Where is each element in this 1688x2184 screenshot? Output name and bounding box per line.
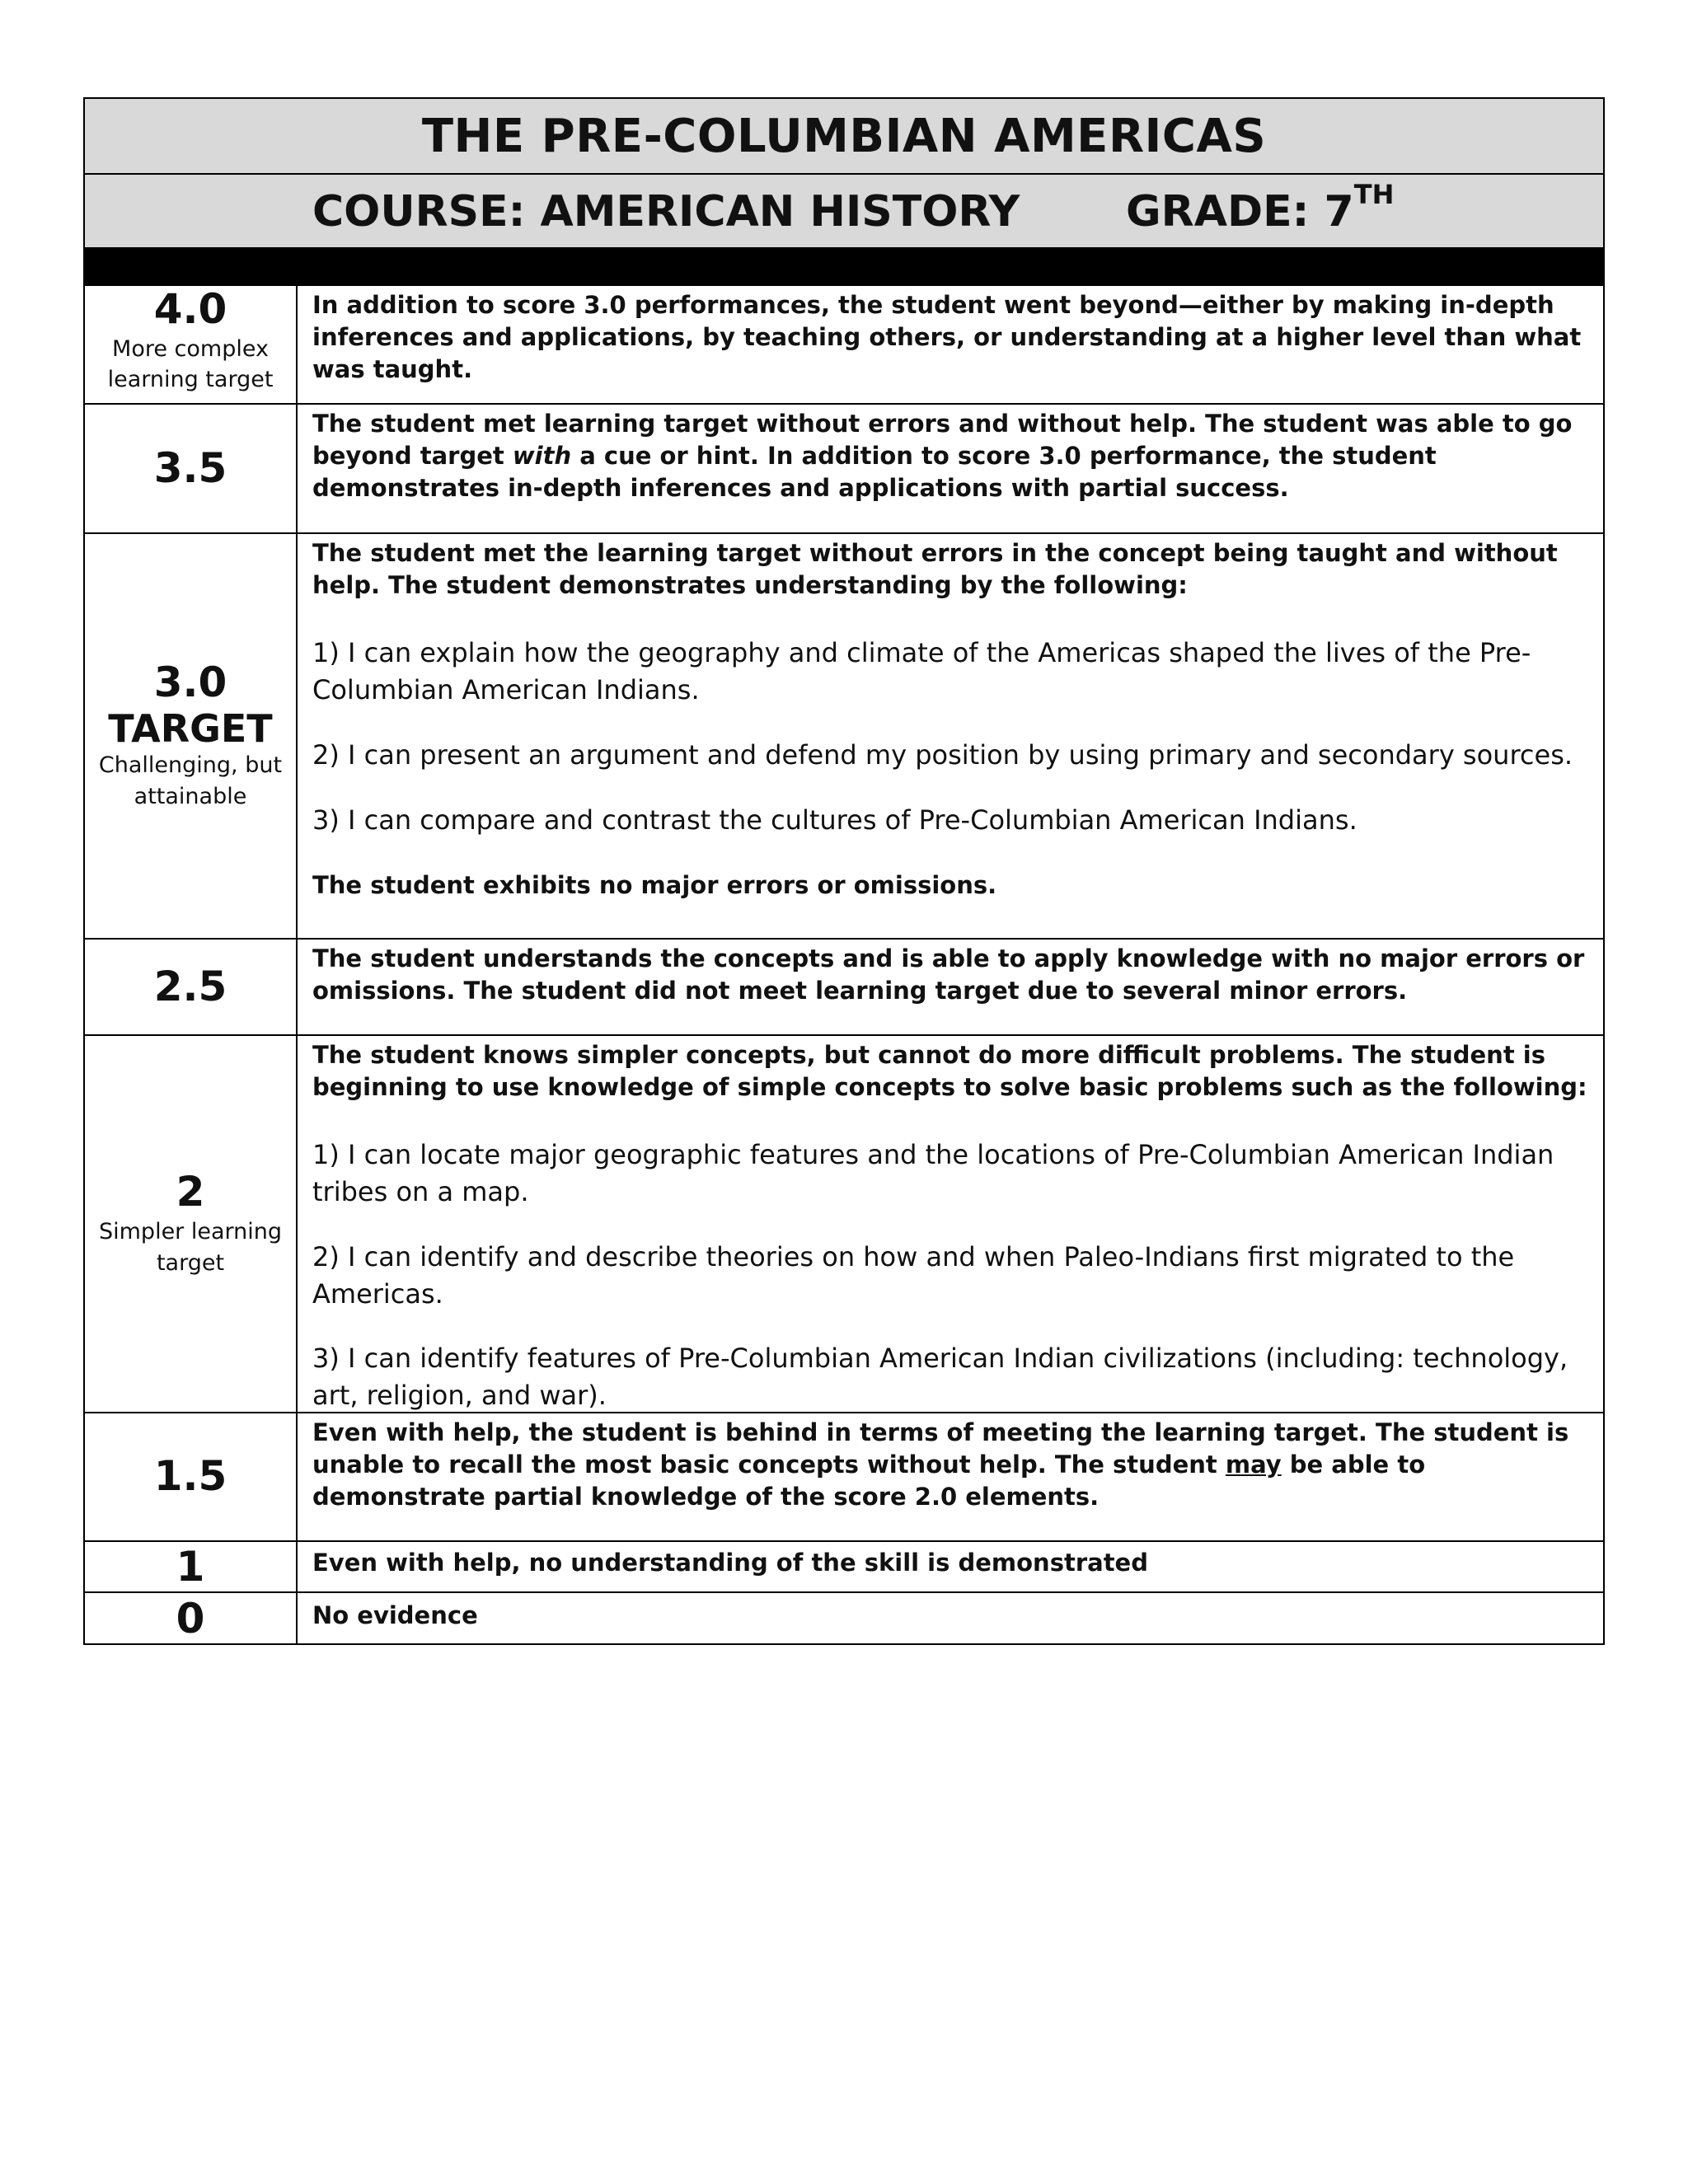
score-value: 1.5 xyxy=(153,1452,227,1501)
criteria-cell xyxy=(298,286,1603,403)
rubric-row-3-0-target xyxy=(85,532,1603,938)
criteria-text-part: Even with help, the student is behind in terms of meeting the learning target. The student is unable to recall the most basic concepts without help. The student xyxy=(312,1418,1569,1479)
grade-suffix: TH xyxy=(1353,179,1395,210)
criteria-outro: The student exhibits no major errors or omissions. xyxy=(312,871,997,900)
criteria-text: The student understands the concepts and is able to apply knowledge with no major errors or omissions. The student did not meet learning target due to several minor errors. xyxy=(312,944,1585,1005)
criteria-cell xyxy=(298,1413,1603,1540)
criteria-text: Even with help, no understanding of the skill is demonstrated xyxy=(312,1549,1148,1577)
rubric-row-2-5 xyxy=(85,938,1603,1034)
target-label: TARGET xyxy=(108,705,273,751)
criteria-text xyxy=(312,408,1588,504)
criteria-text: No evidence xyxy=(312,1601,478,1629)
learning-target-item: 1) I can explain how the geography and climate of the Americas shaped the lives of the Pre-Columbian American Indians. xyxy=(312,637,1531,706)
score-cell xyxy=(85,534,298,938)
score-description: More complex learning target xyxy=(107,335,274,393)
score-cell xyxy=(85,405,298,532)
header-divider-bar xyxy=(85,249,1603,286)
score-value: 0 xyxy=(176,1594,205,1643)
criteria-text-part: The student met learning target without errors and without help. The student was able to go beyond target xyxy=(312,410,1573,471)
learning-target-item: 2) I can present an argument and defend my position by using primary and secondary sources. xyxy=(312,738,1573,771)
criteria-intro: The student knows simpler concepts, but cannot do more difficult problems. The student is beginning to use knowledge of simple concepts to solve basic problems such as the following: xyxy=(312,1041,1587,1102)
criteria-cell xyxy=(298,1542,1603,1591)
score-cell xyxy=(85,1542,298,1591)
criteria-text-part: be able to demonstrate partial knowledge of the score 2.0 elements. xyxy=(312,1451,1426,1511)
learning-target-item: 2) I can identify and describe theories on how and when Paleo-Indians first migrated to the Americas. xyxy=(312,1240,1515,1310)
score-description: Challenging, but attainable xyxy=(98,752,283,810)
score-value: 2.5 xyxy=(153,962,227,1010)
rubric-row-1 xyxy=(85,1540,1603,1591)
score-value: 3.0 xyxy=(153,658,227,706)
rubric-row-0 xyxy=(85,1591,1603,1643)
score-cell xyxy=(85,940,298,1034)
learning-target-item: 3) I can identify features of Pre-Columbian American Indian civilizations (including: technology, art, religion, and war). xyxy=(312,1343,1568,1412)
criteria-cell xyxy=(298,534,1603,938)
rubric-row-4-0 xyxy=(85,286,1603,403)
learning-target-item: 1) I can locate major geographic features and the locations of Pre-Columbian American Indian tribes on a map. xyxy=(312,1139,1554,1208)
criteria-cell xyxy=(298,940,1603,1034)
score-description: Simpler learning target xyxy=(98,1218,283,1276)
criteria-emphasis: with xyxy=(512,442,572,471)
page-title: THE PRE-COLUMBIAN AMERICAS xyxy=(85,99,1603,175)
score-value: 2 xyxy=(176,1168,205,1216)
rubric-row-1-5 xyxy=(85,1412,1603,1540)
criteria-underlined: may xyxy=(1225,1451,1282,1479)
criteria-text xyxy=(312,1417,1588,1513)
rubric-row-2-0 xyxy=(85,1034,1603,1412)
score-value: 1 xyxy=(176,1543,205,1591)
score-cell xyxy=(85,1593,298,1643)
criteria-cell xyxy=(298,1036,1603,1412)
score-cell xyxy=(85,1036,298,1412)
score-cell xyxy=(85,1413,298,1540)
rubric-table xyxy=(83,97,1605,1645)
rubric-rows xyxy=(85,286,1603,1643)
score-cell xyxy=(85,286,298,403)
score-value: 4.0 xyxy=(153,285,227,333)
criteria-text-part: a cue or hint. In addition to score 3.0 performance, the student demonstrates in-depth inferences and applications with partial success. xyxy=(312,442,1437,503)
criteria-intro: The student met the learning target without errors in the concept being taught and without help. The student demonstrates understanding by the following: xyxy=(312,539,1558,600)
grade-label xyxy=(1126,175,1394,249)
grade-value: GRADE: 7 xyxy=(1126,187,1354,237)
course-grade-band xyxy=(85,175,1603,249)
learning-target-item: 3) I can compare and contrast the cultures of Pre-Columbian American Indians. xyxy=(312,804,1357,836)
score-value: 3.5 xyxy=(153,443,227,492)
criteria-cell xyxy=(298,1593,1603,1643)
rubric-row-3-5 xyxy=(85,403,1603,532)
criteria-cell xyxy=(298,405,1603,532)
criteria-text: In addition to score 3.0 performances, the student went beyond—either by making in-depth inferences and applications, by teaching others, or understanding at a higher level than what was taught. xyxy=(312,291,1582,384)
course-label: COURSE: AMERICAN HISTORY xyxy=(312,187,1020,237)
